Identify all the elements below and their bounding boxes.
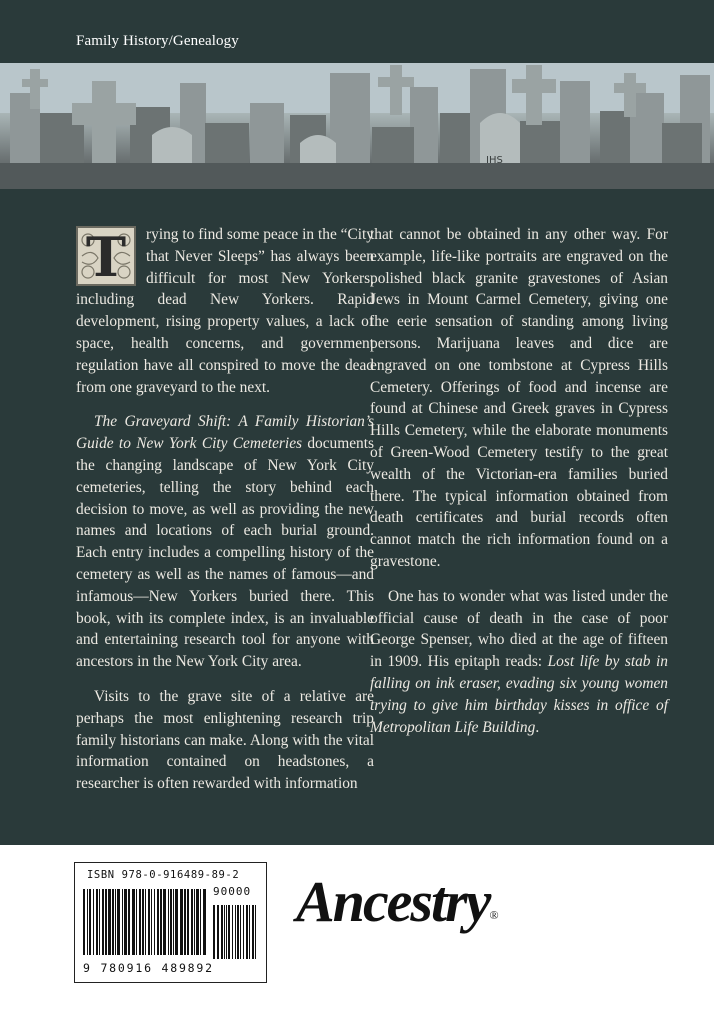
- addon-bar: [221, 905, 223, 959]
- barcode-bar: [157, 889, 159, 955]
- barcode-bar: [203, 889, 206, 955]
- barcode-bar: [89, 889, 91, 955]
- intro-text: rying to find some peace in the “City that Never Sleeps” has always been difficult for most New Yorkers, including dead New Yorkers. Rapid development, rising property values, a lack of space, health concerns, and government regulation have all conspired to move the dead from one graveyard to the next.: [76, 226, 374, 396]
- svg-text:IHS: IHS: [486, 155, 503, 166]
- barcode-bar: [175, 889, 178, 955]
- barcode-bar: [154, 889, 155, 955]
- text-column-right: [370, 224, 668, 738]
- addon-bar: [252, 905, 254, 959]
- barcode-bar: [102, 889, 104, 955]
- grave-visits-paragraph: Visits to the grave site of a relative are perhaps the most enlightening research trip family historians can make. Along with the vital information contained on headstones, a researcher is often rewarded with information: [76, 687, 374, 793]
- addon-bar: [217, 905, 219, 959]
- epitaph-text: Lost life by stab in falling on ink eraser, evading six young women trying to give him birthday kisses in office of Metropolitan Life Building: [370, 653, 668, 736]
- barcode-bar: [163, 889, 166, 955]
- addon-bar: [226, 905, 227, 959]
- barcode-bar: [136, 889, 137, 955]
- barcode-bar: [112, 889, 114, 955]
- continuation-paragraph: that cannot be obtained in any other way. For example, life-like portraits are engraved on the polished black granite gravestones of Asian Jews in Mount Carmel Cemetery, giving one the eerie sensation of standing among living persons. Marijuana leaves and dice are engraved on one tombstone at Cypress Hills Cemetery. Offerings of food and incense are found at Chinese and Greek graves in Cypress Hills Cemetery, while the elaborate monuments of Green-Wood Cemetery testify to the great wealth of the Victorian-era families buried there. The typical information obtained from death certificates and burial records often cannot match the rich information found on a gravestone.: [370, 226, 668, 570]
- barcode-bar: [151, 889, 152, 955]
- addon-bar: [235, 905, 236, 959]
- barcode-bar: [184, 889, 186, 955]
- isbn-digits: 9 780916 489892: [83, 961, 214, 975]
- addon-bar: [232, 905, 233, 959]
- barcode-bar: [187, 889, 189, 955]
- barcode-bar: [173, 889, 174, 955]
- epitaph-intro: One has to wonder what was listed under the official cause of death in the case of poor George Spenser, who died at the age of fifteen in 1909. His epitaph reads:: [370, 587, 668, 671]
- barcode-bar: [200, 889, 201, 955]
- gravestones-illustration: [0, 63, 714, 189]
- book-title: The Graveyard Shift: A Family Historian’s Guide to New York City Cemeteries: [76, 413, 374, 453]
- addon-bar: [249, 905, 250, 959]
- barcode-bar: [105, 889, 107, 955]
- isbn-label: ISBN 978-0-916489-89-2: [87, 869, 240, 881]
- addon-bar: [237, 905, 239, 959]
- cemetery-photo: [0, 63, 714, 189]
- intro-paragraph: [76, 224, 374, 398]
- epitaph-end: .: [535, 718, 540, 736]
- publisher-name: Ancestry: [296, 869, 490, 934]
- price-code: 90000: [213, 885, 252, 898]
- barcode-bar: [145, 889, 146, 955]
- barcode-bar: [160, 889, 162, 955]
- registered-mark: ®: [489, 908, 499, 922]
- barcode-bar: [117, 889, 120, 955]
- barcode-bar: [87, 889, 88, 955]
- addon-bar: [246, 905, 248, 959]
- decorative-dropcap: [76, 226, 136, 286]
- book-description-text: documents the changing landscape of New York City cemeteries, telling the story behind each decision to move, as well as providing the new names and locations of each burial ground. Each entry includes a compelling history of the cemetery as well as the names of famous—and infamous—New Yorkers buried there. This book, with its complete index, is an invaluable and entertaining research tool for anyone with ancestors in the New York City area.: [76, 435, 374, 671]
- category-label: Family History/Genealogy: [76, 33, 239, 49]
- barcode-bar: [132, 889, 135, 955]
- epitaph-paragraph: [370, 586, 668, 739]
- barcode-bar: [128, 889, 130, 955]
- barcode-bar: [99, 889, 100, 955]
- barcode-bar: [148, 889, 150, 955]
- barcode-bar: [93, 889, 94, 955]
- barcode-bar: [168, 889, 169, 955]
- addon-bar: [240, 905, 241, 959]
- barcode-bar: [142, 889, 144, 955]
- barcode-bar: [194, 889, 195, 955]
- addon-bar: [228, 905, 230, 959]
- book-description-paragraph: [76, 411, 374, 673]
- barcode-bar: [191, 889, 193, 955]
- barcode-bar: [170, 889, 172, 955]
- addon-bar: [243, 905, 244, 959]
- barcode-bar: [196, 889, 199, 955]
- addon-bar: [255, 905, 256, 959]
- barcode-bar: [139, 889, 141, 955]
- addon-bar: [224, 905, 225, 959]
- barcode-bar: [124, 889, 127, 955]
- barcode-bar: [115, 889, 116, 955]
- publisher-logo: [296, 868, 499, 935]
- barcode-bar: [122, 889, 123, 955]
- isbn-barcode: [74, 862, 267, 983]
- barcode-bar: [96, 889, 98, 955]
- text-column-left: [76, 224, 374, 795]
- barcode-bar: [180, 889, 183, 955]
- barcode-bar: [108, 889, 111, 955]
- dropcap-letter: T: [85, 226, 127, 286]
- barcode-bar: [83, 889, 85, 955]
- addon-bar: [213, 905, 215, 959]
